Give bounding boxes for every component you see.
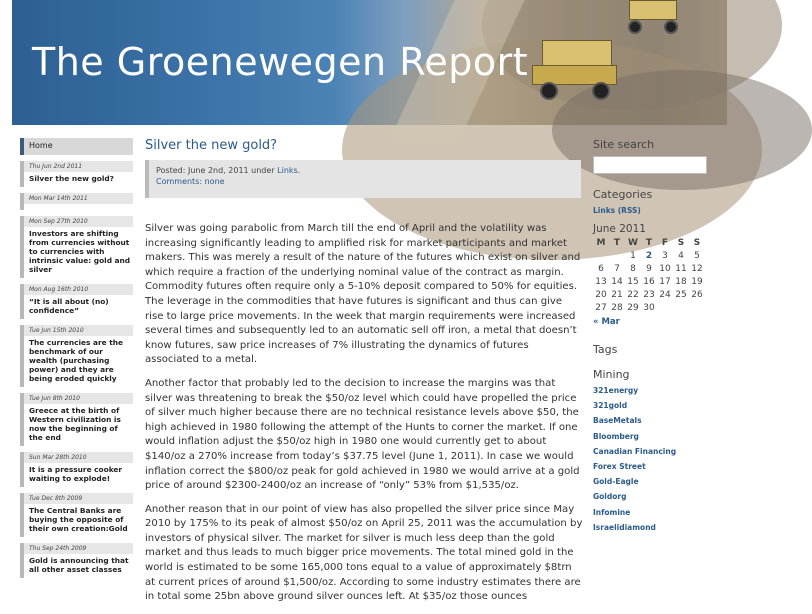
calendar-day — [609, 249, 625, 262]
mining-link[interactable]: BaseMetals — [593, 416, 642, 426]
calendar-day: 22 — [627, 289, 639, 300]
calendar-day: 24 — [659, 289, 671, 300]
calendar-weekday: T — [645, 238, 653, 248]
calendar-weekday: M — [596, 238, 606, 248]
calendar-day: 17 — [659, 276, 671, 287]
calendar-weekday: T — [613, 238, 621, 248]
post-meta-period: . — [297, 166, 301, 175]
calendar-day: 15 — [627, 276, 639, 287]
mining-heading: Mining — [593, 368, 630, 381]
calendar — [593, 237, 705, 314]
calendar-day — [593, 249, 609, 262]
calendar-day: 14 — [611, 276, 623, 287]
calendar-day: 5 — [694, 250, 700, 261]
entry-date: Tue Dec 8th 2009 — [24, 493, 133, 504]
calendar-day: 23 — [643, 289, 655, 300]
calendar-header-row — [593, 237, 705, 249]
entry-title[interactable]: The currencies are the benchmark of our wealth (purchasing power) and they are being eroded quickly — [29, 338, 124, 383]
nav-entry[interactable] — [20, 193, 133, 210]
categories-link[interactable]: Links (RSS) — [593, 206, 641, 215]
calendar-day: 3 — [662, 250, 668, 261]
site-title[interactable]: The Groenewegen Report — [32, 40, 529, 84]
left-sidebar — [20, 138, 133, 578]
calendar-day: 9 — [646, 263, 652, 274]
entry-date: Tue Jun 15th 2010 — [24, 325, 133, 336]
calendar-week — [593, 275, 705, 288]
calendar-weekday: W — [628, 238, 638, 248]
entry-date: Sun Mar 28th 2010 — [24, 452, 133, 463]
entry-title[interactable]: The Central Banks are buying the opposite of their own creation:Gold — [29, 506, 128, 533]
calendar-day: 29 — [627, 302, 639, 313]
entry-title[interactable]: It is a pressure cooker waiting to explode! — [29, 465, 123, 483]
search-input[interactable] — [593, 156, 707, 174]
entry-date: Mon Mar 14th 2011 — [24, 193, 133, 204]
calendar-week — [593, 301, 705, 314]
categories-heading: Categories — [593, 188, 653, 201]
entry-date: Thu Sep 24th 2009 — [24, 543, 133, 554]
post-body — [145, 222, 583, 605]
mining-link[interactable]: Goldorg — [593, 492, 627, 502]
entry-title[interactable]: Greece at the birth of Western civilization is now the beginning of the end — [29, 406, 121, 442]
main-content — [145, 138, 583, 614]
calendar-day: 25 — [675, 289, 687, 300]
calendar-day — [689, 301, 705, 314]
nav-entry[interactable] — [20, 543, 133, 578]
tags-heading: Tags — [593, 343, 618, 356]
mining-links — [593, 386, 718, 533]
mining-link[interactable]: Infomine — [593, 507, 631, 517]
calendar-day: 20 — [595, 289, 607, 300]
calendar-weekday: S — [693, 238, 701, 248]
post-category-link[interactable]: Links — [277, 166, 298, 175]
calendar-day: 27 — [595, 302, 607, 313]
calendar-day: 30 — [643, 302, 655, 313]
calendar-week — [593, 249, 705, 262]
mining-link[interactable]: 321gold — [593, 401, 628, 411]
header-photo-truck — [624, 0, 684, 38]
calendar-week — [593, 288, 705, 301]
post-paragraph: Another factor that probably led to the decision to increase the margins was that silver was threatening to break the $50/oz level which could have propelled the price of silver much higher because there are no technical resistance levels above $50, the high achieved in 1980 following the attempt of the Hunts to corner the market. If one would inflation adjust the $50/oz high in 1980 one would currently get to about $140/oz a 270% increase from today’s $37.75 level (June 1, 2011). In case we would inflation correct the $800/oz peak for gold achieved in 1980 we would arrive at a gold price of around $2300-2400/oz an increase of “only” 53% from $1,535/oz. — [145, 377, 580, 492]
calendar-week — [593, 262, 705, 275]
calendar-day — [673, 301, 689, 314]
post-meta-line — [156, 165, 581, 176]
calendar-day: 11 — [675, 263, 687, 274]
post-comments-link[interactable]: Comments: none — [156, 177, 225, 186]
nav-entry[interactable] — [20, 216, 133, 278]
search-heading: Site search — [593, 138, 655, 151]
calendar-day: 12 — [691, 263, 703, 274]
site-header — [12, 0, 727, 125]
nav-entry[interactable] — [20, 452, 133, 487]
calendar-day: 1 — [630, 250, 636, 261]
post-paragraph: Another reason that in our point of view has also propelled the silver price since May 2010 by 175% to its peak of almost $50/oz on April 25, 2011 was the accumulation by investors of physical silver. The market for silver is much less deep than the gold market and thus leads to much bigger price movements. The total mined gold in the world is estimated to be some 165,000 tons equal to a value of approximately $8trn at current prices of around $1,500/oz. According to some industry estimates there are in total some 25bn above ground silver ounces left. At $35/oz those ounces — [145, 503, 583, 603]
calendar-day — [657, 301, 673, 314]
mining-link[interactable]: Bloomberg — [593, 431, 639, 441]
calendar-day: 26 — [691, 289, 703, 300]
nav-entry[interactable] — [20, 493, 133, 537]
nav-entry[interactable] — [20, 284, 133, 319]
calendar-day: 13 — [595, 276, 607, 287]
calendar-weekday: F — [661, 238, 669, 248]
nav-entry[interactable] — [20, 161, 133, 187]
entry-title[interactable]: “It is all about (no) confidence” — [29, 297, 109, 315]
nav-entry[interactable] — [20, 325, 133, 387]
entry-title[interactable]: Investors are shifting from currencies without to currencies with intrinsic value: gold and silver — [29, 229, 131, 274]
calendar-day: 6 — [598, 263, 604, 274]
post-posted: Posted: June 2nd, 2011 under — [156, 166, 275, 175]
entry-title[interactable]: Gold is announcing that all other asset classes — [29, 556, 129, 574]
calendar-prev-link[interactable]: « Mar — [593, 317, 620, 327]
calendar-day: 18 — [675, 276, 687, 287]
right-sidebar — [593, 138, 718, 538]
entry-date: Tue Jun 8th 2010 — [24, 393, 133, 404]
entry-date: Thu Jun 2nd 2011 — [24, 161, 133, 172]
entry-title[interactable]: Silver the new gold? — [29, 174, 114, 183]
mining-link[interactable]: 321energy — [593, 386, 639, 395]
calendar-title: June 2011 — [593, 223, 646, 235]
calendar-weekday: S — [677, 238, 685, 248]
calendar-day-link[interactable]: 2 — [645, 250, 653, 261]
mining-link[interactable]: Gold-Eagle — [593, 477, 639, 487]
mining-link[interactable]: Forex Street — [593, 461, 646, 471]
calendar-day: 7 — [614, 263, 620, 274]
calendar-day: 10 — [659, 263, 671, 274]
entry-date: Mon Aug 16th 2010 — [24, 284, 133, 295]
nav-home-link[interactable]: Home — [20, 138, 133, 155]
calendar-day: 4 — [678, 250, 684, 261]
calendar-day: 19 — [691, 276, 703, 287]
nav-entry[interactable] — [20, 393, 133, 446]
header-photo-truck — [532, 40, 622, 100]
mining-link[interactable]: Canadian Financing — [593, 446, 677, 456]
post-meta — [145, 160, 581, 198]
entry-date: Mon Sep 27th 2010 — [24, 216, 133, 227]
calendar-day: 28 — [611, 302, 623, 313]
post-paragraph: Silver was going parabolic from March till the end of April and the volatility was increasing significantly leading to amplified risk for market participants and market makers. This was merely a result of the nature of the futures which exist on silver and which require a fraction of the underlying nominal value of the contract as margin. Commodity futures often require only a 5-10% deposit compared to 50% for equities. The leverage in the commodities that have futures is significant and thus can give rise to large price movements. In the week that margin requirements were increased several times and subsequently led to an automatic sell off iron, a metal that doesn’t know futures, saw price increases of 7% illustrating the dynamics of futures associated to a metal. — [145, 223, 581, 366]
mining-link[interactable]: Israelidiamond — [593, 522, 656, 532]
calendar-day: 16 — [643, 276, 655, 287]
calendar-day: 8 — [630, 263, 636, 274]
post-title[interactable]: Silver the new gold? — [145, 138, 278, 153]
calendar-day: 21 — [611, 289, 623, 300]
